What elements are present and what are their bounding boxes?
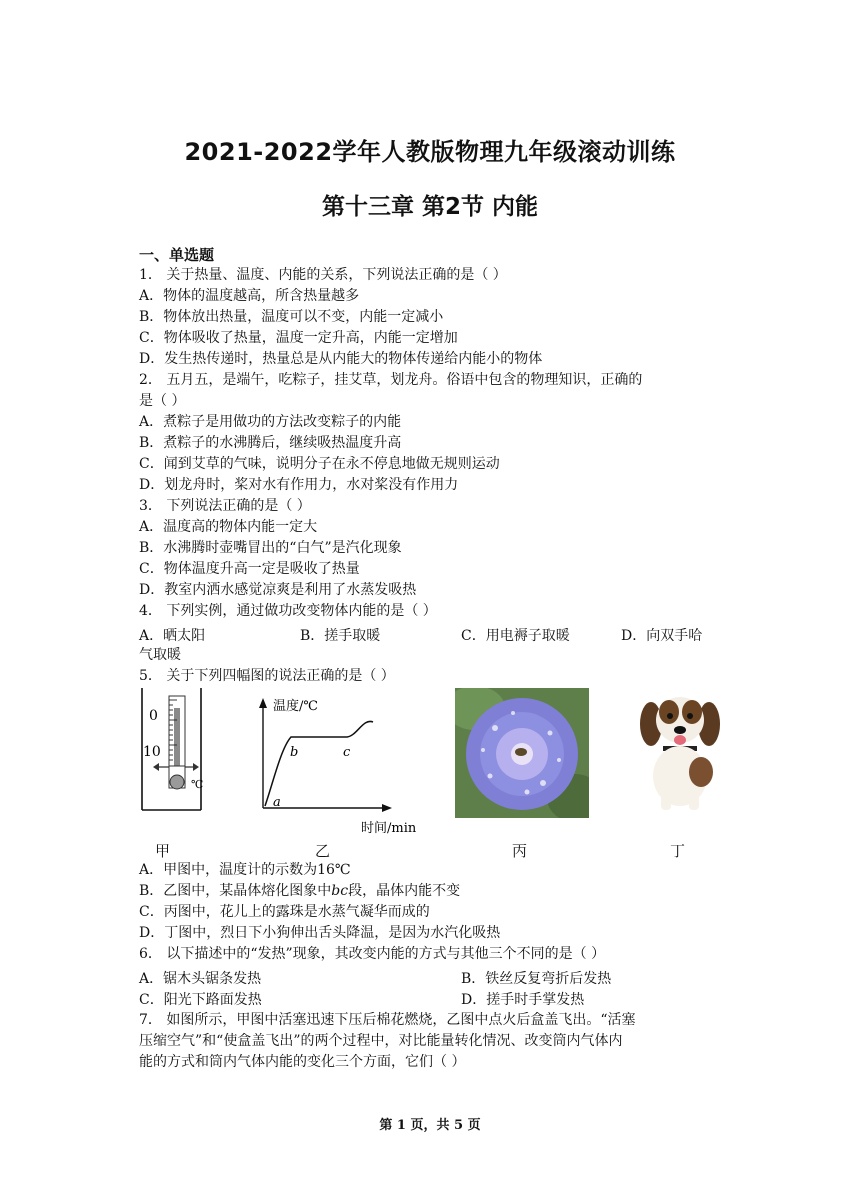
thermometer-tick-10: 10	[143, 744, 161, 760]
q5-option-b-segment: bc	[331, 883, 349, 899]
q6-option-c: C．阳光下路面发热	[139, 992, 262, 1008]
q6-option-b: B．铁丝反复弯折后发热	[461, 971, 612, 987]
q4-stem: 4． 下列实例，通过做功改变物体内能的是（ ）	[139, 603, 437, 619]
figure-label-jia: 甲	[155, 842, 171, 860]
q5-option-b-text-start: B．乙图中，某晶体熔化图象中	[139, 883, 332, 899]
q4-option-d-continued: 气取暖	[139, 647, 181, 663]
q2-stem-line2: 是（ ）	[139, 393, 186, 409]
q2-stem-line1: 2． 五月五，是端午，吃粽子，挂艾草，划龙舟。俗语中包含的物理知识，正确的	[139, 372, 643, 388]
q5-option-b	[139, 881, 460, 902]
graph-point-c: c	[343, 745, 351, 760]
q6-stem: 6． 以下描述中的“发热”现象，其改变内能的方式与其他三个不同的是（ ）	[139, 946, 606, 962]
q3-stem: 3． 下列说法正确的是（ ）	[139, 498, 311, 514]
q1-option-c: C．物体吸收了热量，温度一定升高，内能一定增加	[139, 330, 458, 346]
q5-option-d: D．丁图中，烈日下小狗伸出舌头降温，是因为水汽化吸热	[139, 925, 501, 941]
q6-option-d: D．搓手时手掌发热	[461, 992, 585, 1008]
q6-option-a: A．锯木头锯条发热	[139, 971, 262, 987]
dog-photo	[631, 688, 731, 813]
q4-option-a: A．晒太阳	[139, 628, 206, 644]
page-footer: 第 1 页，共 5 页	[379, 1118, 481, 1133]
q3-option-c: C．物体温度升高一定是吸收了热量	[139, 561, 360, 577]
melting-graph	[251, 688, 441, 838]
figure-label-ding: 丁	[670, 842, 686, 860]
q2-option-a: A．煮粽子是用做功的方法改变粽子的内能	[139, 414, 402, 430]
q5-option-c: C．丙图中，花儿上的露珠是水蒸气凝华而成的	[139, 904, 430, 920]
section-heading: 一、单选题	[139, 246, 215, 264]
q7-stem-line3: 能的方式和筒内气体内能的变化三个方面，它们（ ）	[139, 1054, 466, 1070]
q2-option-c: C．闻到艾草的气味，说明分子在永不停息地做无规则运动	[139, 456, 500, 472]
q2-option-d: D．划龙舟时，桨对水有作用力，水对桨没有作用力	[139, 477, 459, 493]
graph-point-b: b	[290, 745, 299, 760]
figure-label-bing: 丙	[512, 842, 528, 860]
q5-figures	[139, 688, 729, 863]
graph-x-axis-label: 时间/min	[361, 821, 417, 836]
q2-option-b: B．煮粽子的水沸腾后，继续吸热温度升高	[139, 435, 402, 451]
q5-stem: 5． 关于下列四幅图的说法正确的是（ ）	[139, 668, 395, 684]
flower-dew-photo	[455, 688, 589, 818]
thermometer-figure	[139, 688, 214, 818]
q3-option-d: D．教室内洒水感觉凉爽是利用了水蒸发吸热	[139, 582, 417, 598]
q5-option-a: A．甲图中，温度计的示数为16℃	[139, 862, 351, 878]
q7-stem-line1: 7． 如图所示，甲图中活塞迅速下压后棉花燃烧，乙图中点火后盒盖飞出。“活塞	[139, 1012, 636, 1028]
thermometer-tick-0: 0	[149, 708, 158, 724]
q3-option-a: A．温度高的物体内能一定大	[139, 519, 318, 535]
q4-option-d: D．向双手哈	[621, 628, 703, 644]
q7-stem-line2: 压缩空气”和“使盒盖飞出”的两个过程中，对比能量转化情况、改变筒内气体内	[139, 1033, 623, 1049]
q4-option-b: B．搓手取暖	[300, 628, 381, 644]
q3-option-b: B．水沸腾时壶嘴冒出的“白气”是汽化现象	[139, 540, 402, 556]
q1-stem: 1． 关于热量、温度、内能的关系，下列说法正确的是（ ）	[139, 267, 507, 283]
graph-point-a: a	[273, 795, 281, 810]
q1-option-b: B．物体放出热量，温度可以不变，内能一定减小	[139, 309, 444, 325]
q1-option-a: A．物体的温度越高，所含热量越多	[139, 288, 360, 304]
graph-y-axis-label: 温度/℃	[273, 699, 318, 714]
thermometer-unit: ℃	[191, 778, 204, 791]
document-title: 2021-2022学年人教版物理九年级滚动训练	[184, 138, 676, 166]
q1-option-d: D．发生热传递时，热量总是从内能大的物体传递给内能小的物体	[139, 351, 543, 367]
document-subtitle: 第十三章 第2节 内能	[321, 194, 539, 220]
q5-option-b-text-end: 段，晶体内能不变	[348, 883, 461, 899]
figure-label-yi: 乙	[315, 842, 331, 860]
q4-option-c: C．用电褥子取暖	[461, 628, 570, 644]
